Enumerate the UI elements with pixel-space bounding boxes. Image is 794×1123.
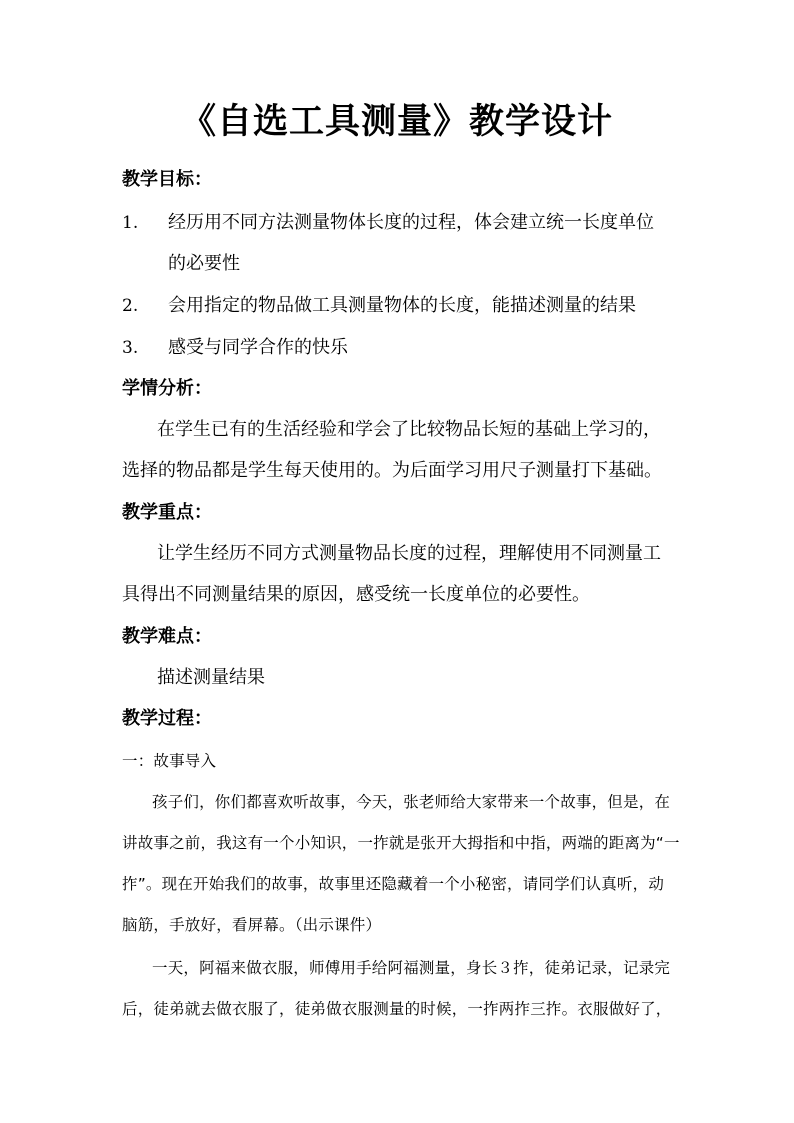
objective-text-1-line-1: 经历用不同方法测量物体长度的过程，体会建立统一长度单位 [168, 212, 654, 233]
analysis-line-2: 选择的物品都是学生每天使用的。为后面学习用尺子测量打下基础。 [122, 460, 662, 481]
analysis-heading: 学情分析： [122, 378, 212, 399]
objective-number-2: 2. [122, 296, 139, 316]
difficulties-heading: 教学难点： [122, 626, 212, 647]
document-title: 《自选工具测量》教学设计 [180, 102, 613, 142]
process-line-1: 孩子们，你们都喜欢听故事，今天，张老师给大家带来一个故事，但是，在 [152, 793, 671, 811]
objective-text-2: 会用指定的物品做工具测量物体的长度，能描述测量的结果 [168, 295, 636, 316]
objective-text-3: 感受与同学合作的快乐 [168, 337, 348, 358]
process-line-3: 拃”。现在开始我们的故事，故事里还隐藏着一个小秘密，请同学们认真听，动 [122, 875, 665, 893]
process-section-title: 一：故事导入 [122, 752, 217, 770]
objective-number-3: 3. [122, 338, 139, 358]
process-heading: 教学过程： [122, 708, 212, 729]
objective-text-1-line-2: 的必要性 [168, 253, 240, 274]
process-line-5: 一天，阿福来做衣服，师傅用手给阿福测量，身长３拃，徒弟记录，记录完 [152, 959, 671, 977]
key-points-heading: 教学重点： [122, 502, 212, 523]
process-line-4: 脑筋，手放好，看屏幕。（出示课件） [122, 916, 382, 934]
process-line-2: 讲故事之前，我这有一个小知识，一拃就是张开大拇指和中指，两端的距离为“一 [122, 834, 680, 852]
key-points-line-1: 让学生经历不同方式测量物品长度的过程，理解使用不同测量工 [157, 543, 661, 564]
objectives-heading: 教学目标： [122, 169, 212, 190]
analysis-line-1: 在学生已有的生活经验和学会了比较物品长短的基础上学习的， [157, 419, 661, 440]
key-points-line-2: 具得出不同测量结果的原因，感受统一长度单位的必要性。 [122, 584, 590, 605]
difficulties-line-1: 描述测量结果 [157, 667, 265, 688]
objective-number-1: 1. [122, 213, 139, 233]
process-line-6: 后，徒弟就去做衣服了，徒弟做衣服测量的时候，一拃两拃三拃。衣服做好了， [122, 1000, 672, 1018]
